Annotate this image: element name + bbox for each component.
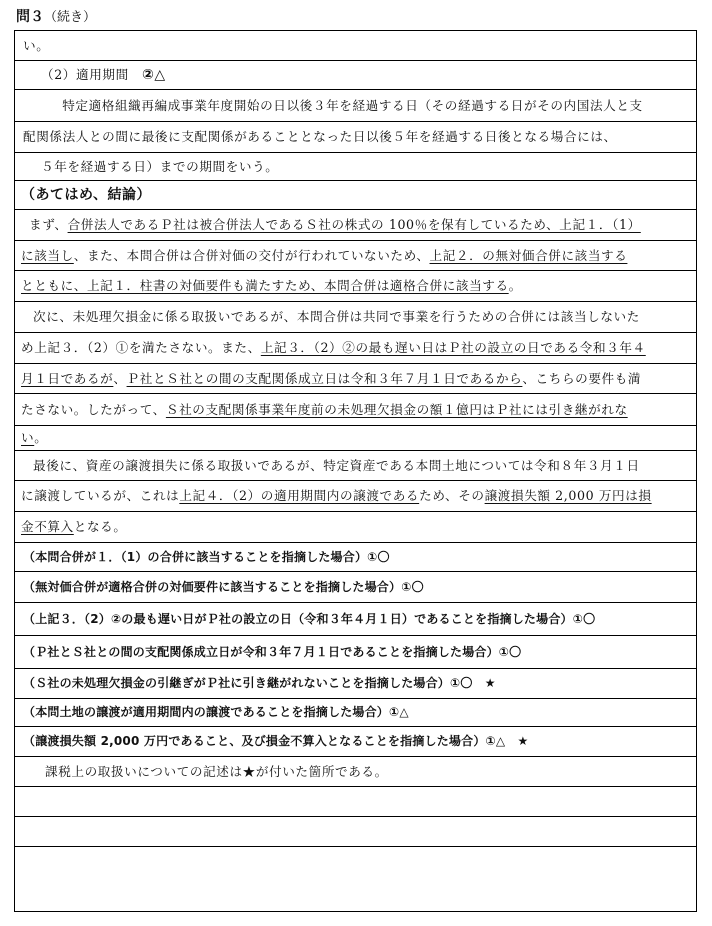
scoring-note <box>15 699 696 727</box>
text-span: （無対価合併が適格合併の対価要件に該当することを指摘した場合）①〇 <box>23 580 424 594</box>
underlined-phrase: Ｓ社の支配関係事業年度前の未処理欠損金の額１億円はＰ社には引き継がれな <box>165 402 628 417</box>
underlined-phrase: 合併法人であるＰ社は被合併法人であるＳ社の株式の 100％を保有しているため、上記１．（1） <box>67 217 641 232</box>
text-span: い。 <box>23 38 50 53</box>
text-line <box>15 512 696 543</box>
underlined-phrase: 上記２．の無対価合併に該当する <box>429 248 628 263</box>
text-span: ５年を経過する日）までの期間をいう。 <box>41 159 279 174</box>
text-span: ため、その <box>419 488 485 503</box>
text-span: となる。 <box>73 519 127 534</box>
text-line <box>15 153 696 181</box>
text-line <box>15 241 696 271</box>
underlined-phrase: 譲渡損失額 2,000 万円は損 <box>484 488 652 503</box>
question-number: 問３ <box>16 9 44 25</box>
text-span: 配関係法人との間に最後に支配関係があることとなった日以後５年を経過する日後となる場合には、 <box>23 129 617 144</box>
row-text <box>33 451 640 480</box>
period-heading <box>15 61 696 90</box>
row-text <box>23 636 521 668</box>
row-text <box>29 210 641 240</box>
score-mark: ②△ <box>141 67 166 83</box>
text-span: （Ｐ社とＳ社との間の支配関係成立日が令和３年７月１日であることを指摘した場合）①〇 <box>23 645 522 659</box>
underlined-phrase: い <box>21 430 35 445</box>
text-span: まず、 <box>29 217 68 232</box>
text-span: （本問合併が１．（1）の合併に該当することを指摘した場合）①〇 <box>23 550 390 564</box>
underlined-phrase: 上記３．（2）②の最も遅い日はＰ社の設立の日である令和３年４ <box>260 340 646 355</box>
underlined-phrase: 上記４．（2）の適用期間内の譲渡である <box>179 488 420 503</box>
text-span: に譲渡しているが、これは <box>21 488 180 503</box>
text-line <box>15 31 696 61</box>
text-line <box>15 302 696 333</box>
text-line <box>15 364 696 394</box>
empty-row <box>15 817 696 847</box>
row-text <box>23 727 528 756</box>
text-span: （本問土地の譲渡が適用期間内の譲渡であることを指摘した場合）①△ <box>23 705 409 719</box>
row-text <box>23 543 390 571</box>
underlined-phrase: に該当し <box>21 248 74 263</box>
text-span: （Ｓ社の未処理欠損金の引継ぎがＰ社に引き継がれないことを指摘した場合）①〇 ★ <box>23 676 496 690</box>
text-span: （2）適用期間 <box>41 67 142 82</box>
text-span: 特定適格組織再編成事業年度開始の日以後３年を経過する日（その経過する日がその内国法人と支 <box>49 98 643 113</box>
text-span: 、また、本問合併は合併対価の交付が行われていないため、 <box>73 248 430 263</box>
row-text <box>23 669 496 698</box>
continued-label: （続き） <box>44 10 97 25</box>
row-text <box>21 394 628 425</box>
text-span: 、 <box>113 371 127 386</box>
row-text <box>33 302 640 332</box>
text-span: たさない。したがって、 <box>21 402 166 417</box>
scoring-note <box>15 636 696 669</box>
text-span: め上記３．（2）①を満たさない。また、 <box>21 340 261 355</box>
underlined-phrase: とともに、上記１．柱書の対価要件も満たすため、本問合併は適格合併に該当する <box>21 278 509 293</box>
text-line <box>15 90 696 122</box>
row-text <box>21 181 151 209</box>
underlined-phrase: 月１日であるが <box>21 371 114 386</box>
text-line <box>15 451 696 481</box>
row-text <box>21 512 127 542</box>
row-text <box>49 90 643 121</box>
row-text <box>45 757 388 786</box>
scoring-note <box>15 543 696 572</box>
section-heading <box>16 8 96 27</box>
row-text <box>21 271 522 301</box>
row-text <box>21 364 641 393</box>
text-span: 。 <box>34 430 48 445</box>
row-text <box>21 241 627 270</box>
row-text <box>21 426 47 450</box>
scoring-note <box>15 727 696 757</box>
text-span: 、こちらの要件も満 <box>522 371 642 386</box>
row-text <box>41 61 166 89</box>
text-span: 。 <box>508 278 522 293</box>
row-text <box>23 572 424 602</box>
empty-row <box>15 787 696 817</box>
row-text <box>21 481 652 511</box>
footnote <box>15 757 696 787</box>
answer-sheet <box>14 30 697 912</box>
row-text <box>23 603 595 635</box>
text-line <box>15 481 696 512</box>
empty-row <box>15 847 696 877</box>
scoring-note <box>15 669 696 699</box>
text-line <box>15 210 696 241</box>
text-span: （あてはめ、結論） <box>21 187 151 203</box>
underlined-phrase: 金不算入 <box>21 519 74 534</box>
row-text <box>23 699 409 726</box>
text-line <box>15 271 696 302</box>
text-line <box>15 394 696 426</box>
text-span: （上記３．（2）②の最も遅い日がＰ社の設立の日（令和３年４月１日）であることを指摘した場合）①〇 <box>23 612 596 626</box>
scoring-note <box>15 572 696 603</box>
row-text <box>21 333 646 363</box>
row-text <box>41 153 279 180</box>
text-span: 課税上の取扱いについての記述は★が付いた箇所である。 <box>45 764 388 779</box>
text-line <box>15 122 696 153</box>
text-span: 次に、未処理欠損金に係る取扱いであるが、本問合併は共同で事業を行うための合併には該当しないた <box>33 309 640 324</box>
text-line <box>15 426 696 451</box>
section-title <box>15 181 696 210</box>
row-text <box>23 31 49 60</box>
text-span: 最後に、資産の譲渡損失に係る取扱いであるが、特定資産である本問土地については令和８年３月１日 <box>33 458 640 473</box>
scoring-note <box>15 603 696 636</box>
text-line <box>15 333 696 364</box>
row-text <box>23 122 617 152</box>
underlined-phrase: Ｐ社とＳ社との間の支配関係成立日は令和３年７月１日であるから <box>126 371 523 386</box>
text-span: （譲渡損失額 2,000 万円であること、及び損金不算入となることを指摘した場合）①△ ★ <box>23 734 529 748</box>
